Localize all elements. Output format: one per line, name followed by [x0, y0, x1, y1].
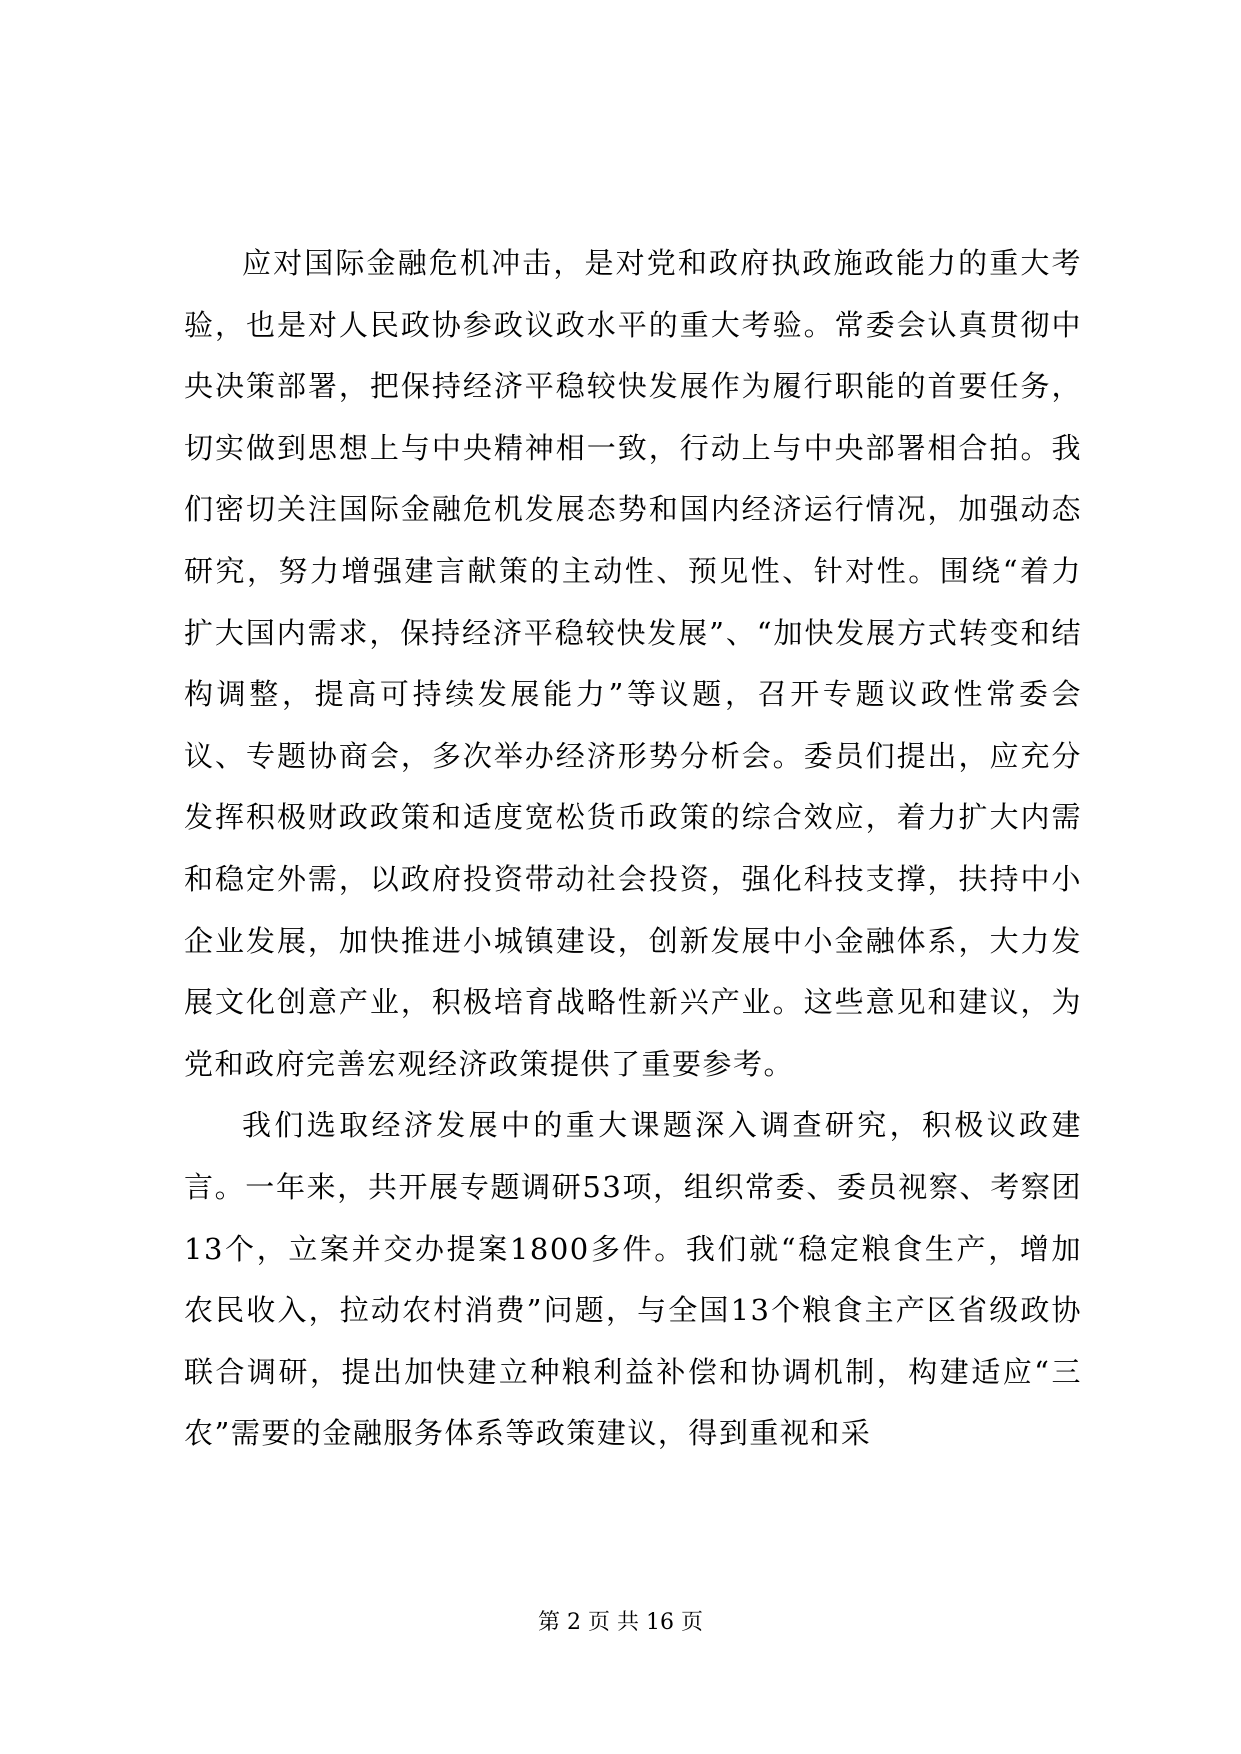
paragraph-1: 应对国际金融危机冲击，是对党和政府执政施政能力的重大考验，也是对人民政协参政议政水平的重大考验。常委会认真贯彻中央决策部署，把保持经济平稳较快发展作为履行职能的首要任务，切实做到思想上与中央精神相一致，行动上与中央部署相合拍。我们密切关注国际金融危机发展态势和国内经济运行情况，加强动态研究，努力增强建言献策的主动性、预见性、针对性。围绕“着力扩大国内需求，保持经济平稳较快发展”、“加快发展方式转变和结构调整，提高可持续发展能力”等议题，召开专题议政性常委会议、专题协商会，多次举办经济形势分析会。委员们提出，应充分发挥积极财政政策和适度宽松货币政策的综合效应，着力扩大内需和稳定外需，以政府投资带动社会投资，强化科技支撑，扶持中小企业发展，加快推进小城镇建设，创新发展中小金融体系，大力发展文化创意产业，积极培育战略性新兴产业。这些意见和建议，为党和政府完善宏观经济政策提供了重要参考。	[184, 246, 1082, 1081]
document-body	[184, 233, 1082, 1465]
paragraph-2: 我们选取经济发展中的重大课题深入调查研究，积极议政建言。一年来，共开展专题调研53项，组织常委、委员视察、考察团13个，立案并交办提案1800多件。我们就“稳定粮食生产，增加农民收入，拉动农村消费”问题，与全国13个粮食主产区省级政协联合调研，提出加快建立种粮利益补偿和协调机制，构建适应“三农”需要的金融服务体系等政策建议，得到重视和采	[184, 1108, 1082, 1451]
page-footer: 第 2 页 共 16 页	[538, 1610, 703, 1635]
